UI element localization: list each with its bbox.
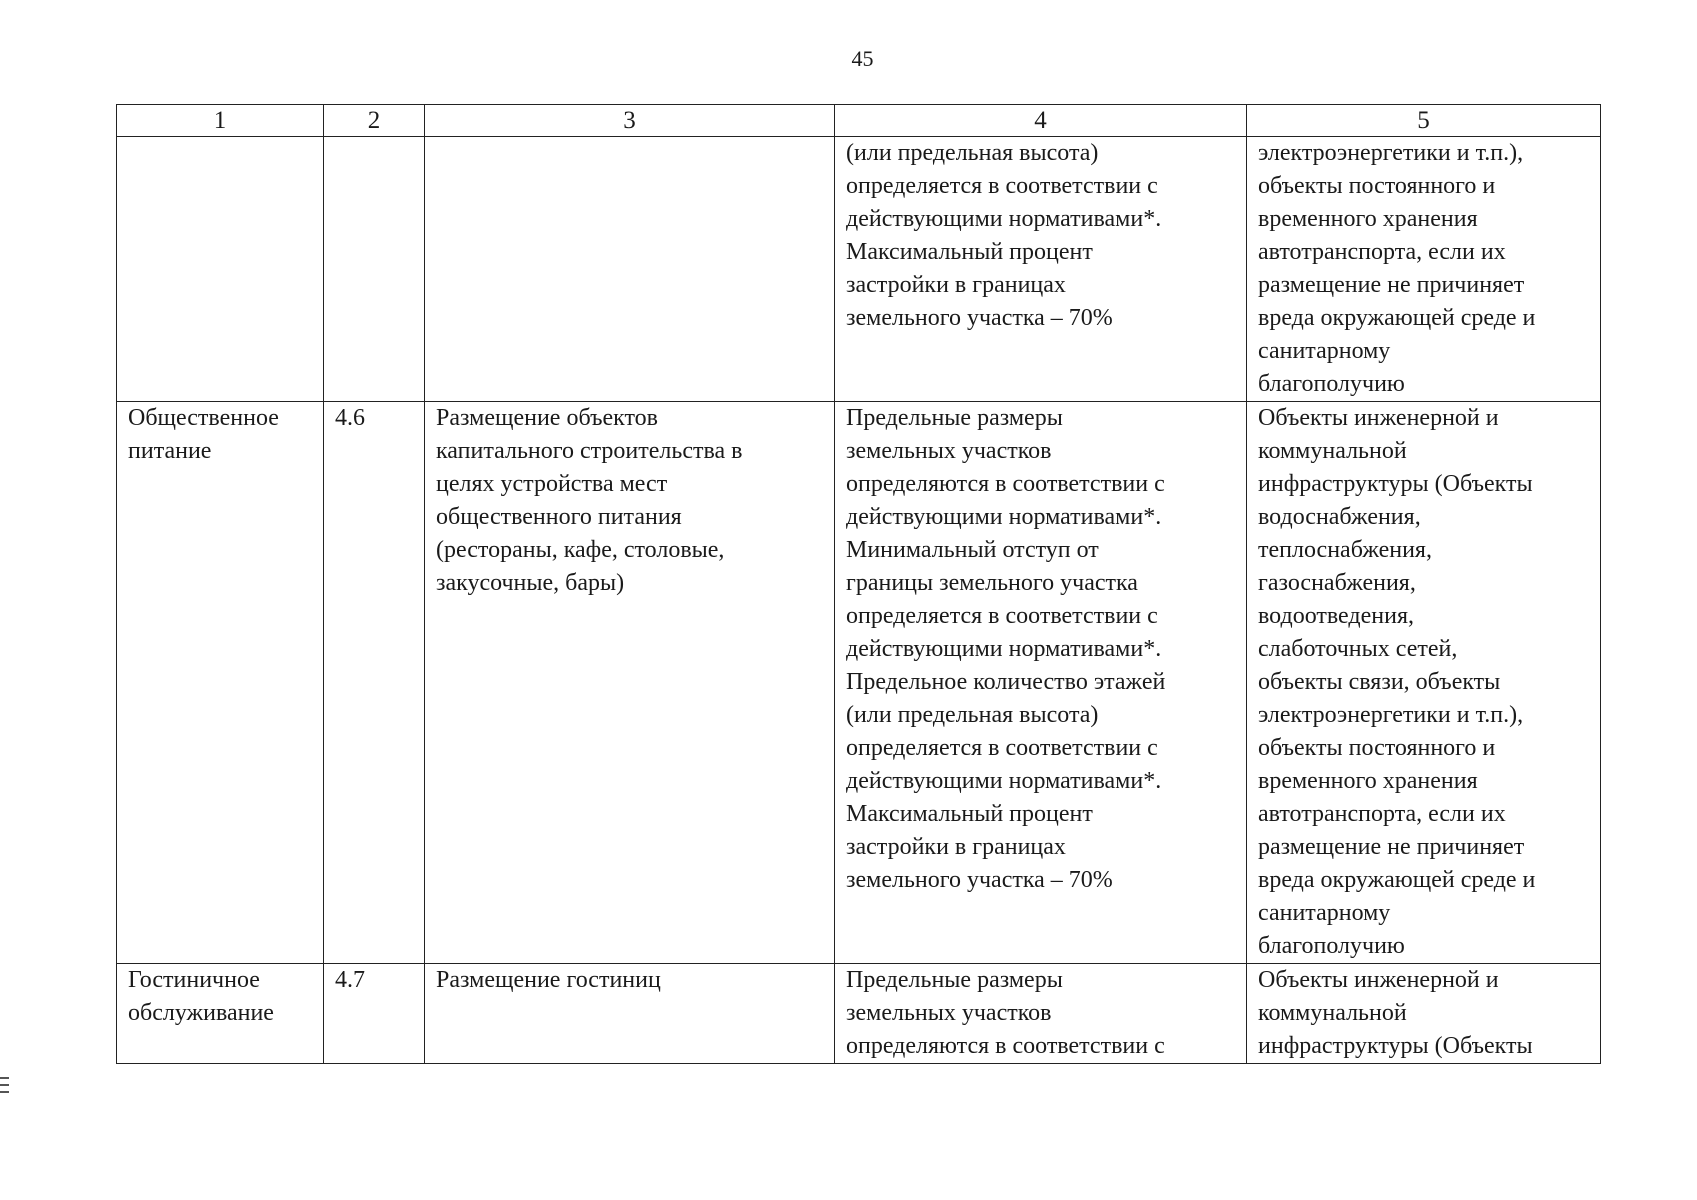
text-line: электроэнергетики и т.п.),: [1258, 702, 1524, 728]
table-row-hotel-services: [117, 964, 1601, 1064]
text-line: действующими нормативами*.: [846, 636, 1162, 662]
text-line: (рестораны, кафе, столовые,: [436, 537, 725, 563]
cell-use-name: [117, 137, 324, 402]
cell-use-description: [425, 137, 835, 402]
table-row-public-catering: [117, 402, 1601, 964]
text-line: Предельное количество этажей: [846, 669, 1166, 695]
column-header-3: 3: [425, 105, 835, 137]
text-line: водоотведения,: [1258, 603, 1414, 629]
zoning-table: [116, 104, 1601, 1064]
text-line: Предельные размеры: [846, 405, 1063, 431]
column-header-5: 5: [1247, 105, 1601, 137]
text-line: слаботочных сетей,: [1258, 636, 1458, 662]
text-line: газоснабжения,: [1258, 570, 1416, 596]
text-line: санитарному: [1258, 338, 1391, 364]
text-line: объекты постоянного и: [1258, 173, 1496, 199]
text-line: земельных участков: [846, 438, 1052, 464]
text-line: земельного участка – 70%: [846, 867, 1113, 893]
cell-permitted-objects: [1247, 402, 1601, 964]
text-line: автотранспорта, если их: [1258, 239, 1506, 265]
text-line: благополучию: [1258, 933, 1405, 959]
text-line: водоснабжения,: [1258, 504, 1421, 530]
text-line: закусочные, бары): [436, 570, 625, 596]
cell-use-description: [425, 402, 835, 964]
cell-permitted-objects: [1247, 137, 1601, 402]
page-number: 45: [851, 46, 874, 71]
text-line: вреда окружающей среде и: [1258, 867, 1536, 893]
cell-use-name: [117, 402, 324, 964]
table-header-row: [117, 105, 1601, 137]
text-line: определяются в соответствии с: [846, 1033, 1165, 1059]
text-line: обслуживание: [128, 1000, 274, 1026]
cell-permitted-objects: [1247, 964, 1601, 1064]
table-row-continuation: [117, 137, 1601, 402]
cell-parameters: [835, 137, 1247, 402]
text-line: определяется в соответствии с: [846, 735, 1158, 761]
cell-use-name: [117, 964, 324, 1064]
column-header-2: 2: [324, 105, 425, 137]
text-line: капитального строительства в: [436, 438, 743, 464]
text-line: общественного питания: [436, 504, 682, 530]
cell-use-code: 4.7: [324, 964, 425, 1064]
text-line: застройки в границах: [846, 834, 1066, 860]
text-line: определяется в соответствии с: [846, 173, 1158, 199]
cell-use-code: 4.6: [324, 402, 425, 964]
text-line: Максимальный процент: [846, 801, 1093, 827]
text-line: инфраструктуры (Объекты: [1258, 1033, 1533, 1059]
text-line: размещение не причиняет: [1258, 272, 1525, 298]
text-line: определяется в соответствии с: [846, 603, 1158, 629]
text-line: электроэнергетики и т.п.),: [1258, 140, 1524, 166]
column-header-4: 4: [835, 105, 1247, 137]
text-line: коммунальной: [1258, 438, 1407, 464]
text-line: размещение не причиняет: [1258, 834, 1525, 860]
text-line: коммунальной: [1258, 1000, 1407, 1026]
cell-use-code: [324, 137, 425, 402]
text-line: (или предельная высота): [846, 140, 1099, 166]
cell-parameters: [835, 402, 1247, 964]
text-line: границы земельного участка: [846, 570, 1138, 596]
text-line: Объекты инженерной и: [1258, 405, 1499, 431]
text-line: действующими нормативами*.: [846, 768, 1162, 794]
text-line: теплоснабжения,: [1258, 537, 1432, 563]
text-line: (или предельная высота): [846, 702, 1099, 728]
column-header-1: 1: [117, 105, 324, 137]
text-line: Размещение объектов: [436, 405, 658, 431]
text-line: Размещение гостиниц: [436, 967, 661, 993]
text-line: земельного участка – 70%: [846, 305, 1113, 331]
text-line: Предельные размеры: [846, 967, 1063, 993]
text-line: санитарному: [1258, 900, 1391, 926]
scan-edge-mark: [0, 1077, 9, 1097]
text-line: Общественное: [128, 405, 279, 431]
text-line: автотранспорта, если их: [1258, 801, 1506, 827]
text-line: Гостиничное: [128, 967, 260, 993]
text-line: вреда окружающей среде и: [1258, 305, 1536, 331]
text-line: Объекты инженерной и: [1258, 967, 1499, 993]
text-line: благополучию: [1258, 371, 1405, 397]
cell-use-description: [425, 964, 835, 1064]
text-line: действующими нормативами*.: [846, 504, 1162, 530]
text-line: застройки в границах: [846, 272, 1066, 298]
text-line: временного хранения: [1258, 768, 1478, 794]
text-line: земельных участков: [846, 1000, 1052, 1026]
text-line: целях устройства мест: [436, 471, 668, 497]
text-line: объекты постоянного и: [1258, 735, 1496, 761]
text-line: Максимальный процент: [846, 239, 1093, 265]
cell-parameters: [835, 964, 1247, 1064]
text-line: временного хранения: [1258, 206, 1478, 232]
text-line: инфраструктуры (Объекты: [1258, 471, 1533, 497]
text-line: питание: [128, 438, 212, 464]
text-line: действующими нормативами*.: [846, 206, 1162, 232]
text-line: определяются в соответствии с: [846, 471, 1165, 497]
text-line: объекты связи, объекты: [1258, 669, 1501, 695]
text-line: Минимальный отступ от: [846, 537, 1099, 563]
